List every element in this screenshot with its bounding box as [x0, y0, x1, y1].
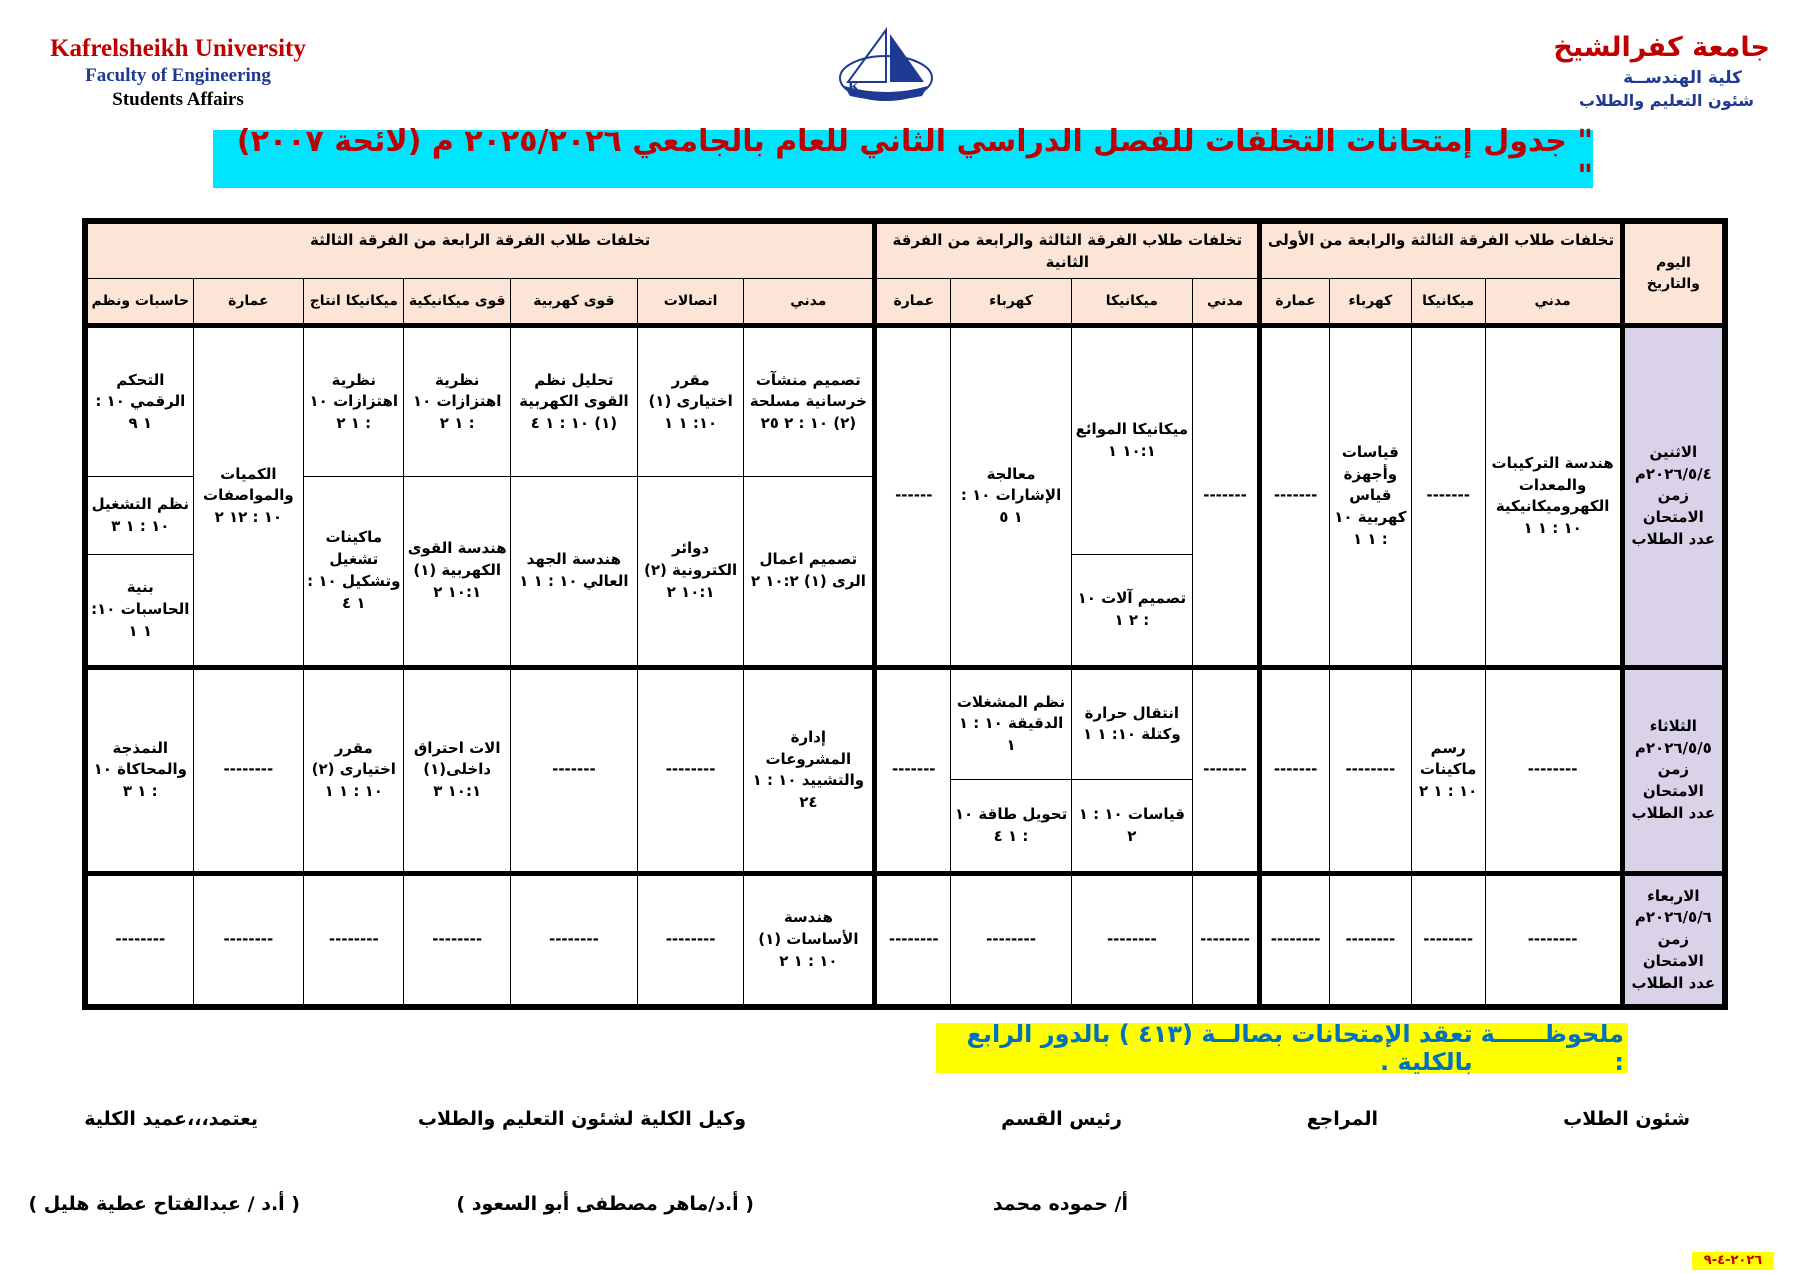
exam-cell: -------- [1329, 667, 1411, 874]
exam-cell: ------- [1260, 326, 1330, 668]
exam-cell: هندسة الأساسات (١) ١٠ : ١ ٢ [744, 874, 875, 1005]
exam-cell: -------- [951, 874, 1072, 1005]
col-g1-civil: مدني [1485, 279, 1622, 326]
col-g2-arch: عمارة [875, 279, 951, 326]
col-g2-elec: كهرباء [951, 279, 1072, 326]
col-g1-arch: عمارة [1260, 279, 1330, 326]
exam-cell: -------- [404, 874, 510, 1005]
day-date: ٢٠٢٦/٥/٦م [1634, 908, 1712, 927]
exam-cell: قياسات ١٠ : ١ ٢ [1071, 780, 1192, 874]
col-g1-mech: ميكانيكا [1411, 279, 1485, 326]
exam-cell: الات احتراق داخلى(١) ١٠:١ ٣ [404, 667, 510, 874]
col-g3-power: قوى كهربية [510, 279, 637, 326]
exam-cell: -------- [637, 667, 743, 874]
day-name: الثلاثاء [1649, 716, 1697, 735]
exam-cell: بنية الحاسبات ١٠: ١ ١ [88, 555, 194, 667]
student-count-label: عدد الطلاب [1631, 973, 1716, 992]
exam-cell: نظم المشغلات الدقيقة ١٠ : ١ ١ [951, 667, 1072, 779]
exam-cell: -------- [875, 874, 951, 1005]
col-g3-arch: عمارة [193, 279, 304, 326]
exam-cell: -------- [1192, 874, 1260, 1005]
exam-cell: -------- [637, 874, 743, 1005]
day-name: الاثنين [1649, 442, 1698, 461]
day-name: الاربعاء [1647, 886, 1700, 905]
exam-time-label: زمن الامتحان [1642, 760, 1704, 801]
signature-dean: يعتمد،،،عميد الكلية [84, 1108, 258, 1130]
english-university-name: Kafrelsheikh University [50, 35, 306, 62]
day-date: ٢٠٢٦/٥/٥م [1634, 738, 1712, 757]
group3-header: تخلفات طلاب الفرقة الرابعة من الفرقة الثالثة [88, 224, 875, 279]
exam-cell: -------- [1071, 874, 1192, 1005]
dean-name: ( أ.د / عبدالفتاح عطية هليل ) [28, 1193, 300, 1215]
note-text: تعقد الإمتحانات بصالــة (٤١٣ ) بالدور الرابع بالكلية . [966, 1020, 1473, 1076]
exam-cell: ------- [1411, 326, 1485, 668]
exam-cell: ------- [875, 667, 951, 874]
day-date: ٢٠٢٦/٥/٤م [1634, 464, 1712, 483]
exam-time-label: زمن الامتحان [1642, 930, 1704, 970]
student-count-label: عدد الطلاب [1631, 803, 1716, 822]
exam-cell: الكميات والمواصفات ١٠ : ١٢ ٢ [193, 326, 304, 668]
exam-cell: رسم ماكينات ١٠ : ١ ٢ [1411, 667, 1485, 874]
schedule-title-bar [213, 124, 1593, 194]
col-g3-civil: مدني [744, 279, 875, 326]
arabic-faculty-name: كلية الهندســة [1623, 68, 1742, 88]
student-count-label: عدد الطلاب [1631, 529, 1716, 548]
col-g3-production: ميكانيكا انتاج [304, 279, 404, 326]
exam-cell: -------- [304, 874, 404, 1005]
arabic-header [1553, 30, 1770, 112]
exam-cell: نظرية اهتزازات ١٠ : ١ ٢ [404, 326, 510, 477]
english-faculty-name: Faculty of Engineering [85, 65, 271, 86]
col-g2-mech: ميكانيكا [1071, 279, 1192, 326]
group2-header: تخلفات طلاب الفرقة الثالثة والرابعة من الفرقة الثانية [875, 224, 1260, 279]
exam-cell: ماكينات تشغيل وتشكيل ١٠ : ١ ٤ [304, 477, 404, 667]
english-header [28, 34, 328, 112]
university-logo [836, 26, 936, 102]
exam-cell: -------- [1260, 874, 1330, 1005]
exam-cell: -------- [1485, 667, 1622, 874]
exam-cell: مقرر اختيارى (٢) ١٠ : ١ ١ [304, 667, 404, 874]
exam-cell: ------ [875, 326, 951, 668]
exam-cell: نظم التشغيل ١٠ : ١ ٣ [88, 477, 194, 555]
arabic-affairs: شئون التعليم والطلاب [1578, 91, 1754, 110]
exam-schedule-table [82, 218, 1728, 1010]
exam-time-label: زمن الامتحان [1642, 486, 1704, 527]
document-date-stamp: ٢٠٢٦-٤-٩ [1692, 1252, 1774, 1270]
exam-cell: هندسة الجهد العالي ١٠ : ١ ١ [510, 477, 637, 667]
day-date-header: اليوم والتاريخ [1622, 224, 1722, 326]
exam-cell: انتقال حرارة وكتلة ١٠: ١ ١ [1071, 667, 1192, 779]
signature-dept-head: رئيس القسم [1001, 1108, 1122, 1130]
group1-header: تخلفات طلاب الفرقة الثالثة والرابعة من الأولى [1260, 224, 1622, 279]
signature-students-affairs: شئون الطلاب [1563, 1108, 1690, 1130]
exam-cell: هندسة التركيبات والمعدات الكهروميكانيكية ١٠ : ١ ١ [1485, 326, 1622, 668]
svg-text:K: K [848, 79, 861, 96]
exam-cell: ------- [510, 667, 637, 874]
day-wednesday [1622, 874, 1722, 1005]
exam-cell: -------- [1411, 874, 1485, 1005]
exam-cell: نظرية اهتزازات ١٠ : ١ ٢ [304, 326, 404, 477]
exam-cell: -------- [193, 667, 304, 874]
col-g3-computers: حاسبات ونظم [88, 279, 194, 326]
vice-dean-name: ( أ.د/ماهر مصطفى أبو السعود ) [456, 1193, 754, 1215]
dept-head-name: أ/ حموده محمد [992, 1193, 1128, 1215]
exam-cell: التحكم الرقمي ١٠ : ١ ٩ [88, 326, 194, 477]
col-g3-comm: اتصالات [637, 279, 743, 326]
exam-cell: إدارة المشروعات والتشييد ١٠ : ١ ٢٤ [744, 667, 875, 874]
exam-cell: مقرر اختيارى (١) ١٠: ١ ١ [637, 326, 743, 477]
exam-cell: ميكانيكا الموائع ١٠:١ ١ [1071, 326, 1192, 555]
schedule-title: " جدول إمتحانات التخلفات للفصل الدراسي الثاني للعام بالجامعي ٢٠٢٥/٢٠٢٦ م (لائحة ٢٠٠٧) " [236, 124, 1593, 194]
exam-cell: -------- [1329, 874, 1411, 1005]
exam-cell: معالجة الإشارات ١٠ : ١ ٥ [951, 326, 1072, 668]
col-g1-elec: كهرباء [1329, 279, 1411, 326]
arabic-university-name: جامعة كفرالشيخ [1553, 32, 1770, 63]
exam-hall-note [936, 1020, 1628, 1076]
exam-cell: تصميم منشآت خرسانية مسلحة (٢) ١٠ : ٢ ٢٥ [744, 326, 875, 477]
col-g3-mech-power: قوى ميكانيكية [404, 279, 510, 326]
exam-cell: قياسات وأجهزة قياس كهربية ١٠ : ١ ١ [1329, 326, 1411, 668]
exam-cell: -------- [88, 874, 194, 1005]
col-g2-civil: مدني [1192, 279, 1260, 326]
exam-cell: -------- [1485, 874, 1622, 1005]
note-label: ملحوظــــــة : [1480, 1020, 1624, 1076]
exam-cell: تصميم آلات ١٠ : ٢ ١ [1071, 555, 1192, 667]
exam-cell: تحويل طاقة ١٠ : ١ ٤ [951, 780, 1072, 874]
day-monday [1622, 326, 1722, 668]
signature-reviewer: المراجع [1306, 1108, 1378, 1130]
english-students-affairs: Students Affairs [112, 89, 244, 110]
exam-cell: تصميم اعمال الرى (١) ١٠:٢ ٢ [744, 477, 875, 667]
day-tuesday [1622, 667, 1722, 874]
exam-cell: تحليل نظم القوى الكهربية (١) ١٠ : ١ ٤ [510, 326, 637, 477]
signature-vice-dean: وكيل الكلية لشئون التعليم والطلاب [417, 1108, 746, 1130]
exam-cell: -------- [193, 874, 304, 1005]
exam-cell: النمذجة والمحاكاة ١٠ : ١ ٣ [88, 667, 194, 874]
exam-cell: ------- [1192, 326, 1260, 668]
exam-cell: ------- [1192, 667, 1260, 874]
exam-cell: دوائر الكترونية (٢) ١٠:١ ٢ [637, 477, 743, 667]
exam-cell: ------- [1260, 667, 1330, 874]
exam-cell: -------- [510, 874, 637, 1005]
exam-cell: هندسة القوى الكهربية (١) ١٠:١ ٢ [404, 477, 510, 667]
